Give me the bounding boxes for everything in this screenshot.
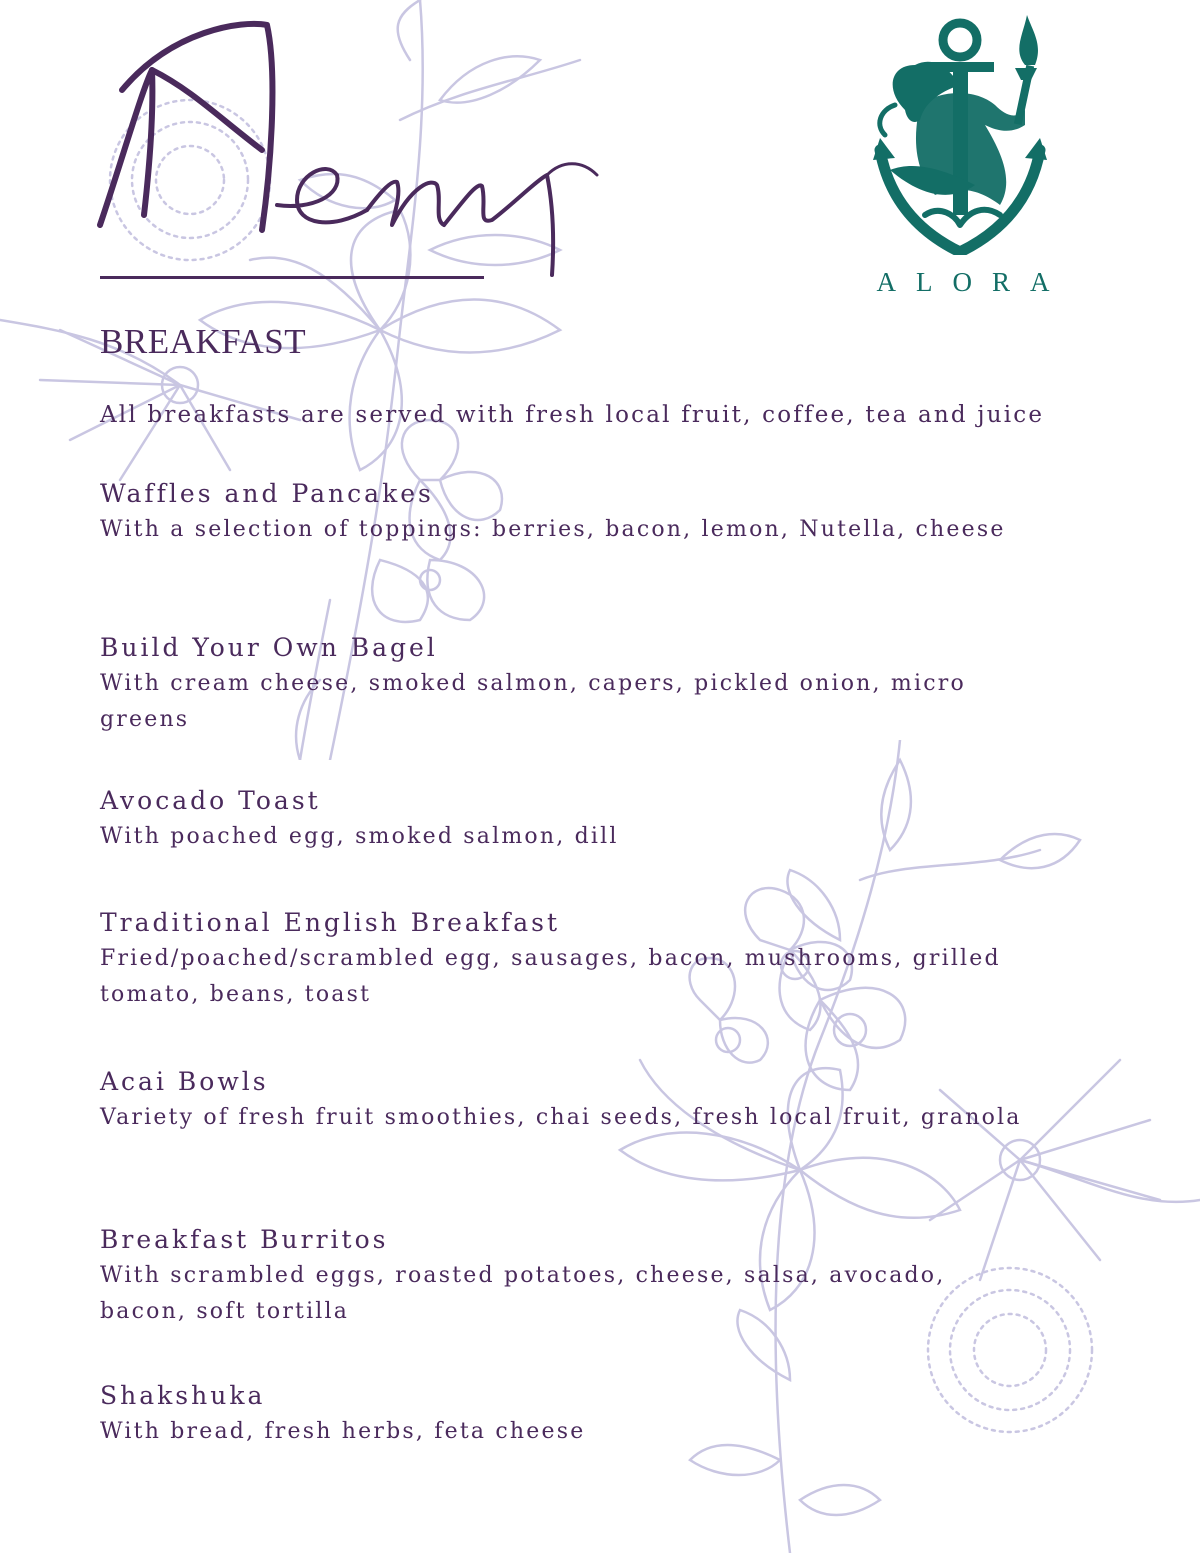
menu-item-description: With bread, fresh herbs, feta cheese	[100, 1419, 586, 1444]
menu-item	[100, 1064, 1100, 1136]
menu-item-description: With a selection of toppings: berries, bacon, lemon, Nutella, cheese	[100, 517, 1006, 542]
menu-item	[100, 905, 1100, 1013]
anchor-mermaid-logo-icon	[865, 10, 1065, 255]
menu-item-description: Fried/poached/scrambled egg, sausages, bacon, mushrooms, grilled tomato, beans, toast	[100, 946, 1001, 1007]
menu-item-description: With poached egg, smoked salmon, dill	[100, 824, 619, 849]
menu-item	[100, 783, 1100, 855]
menu-item-name: Traditional English Breakfast	[100, 908, 560, 937]
title-divider	[100, 276, 484, 279]
menu-script-title	[92, 10, 612, 280]
section-title: BREAKFAST	[100, 322, 307, 361]
menu-item-name: Breakfast Burritos	[100, 1225, 389, 1254]
brand-name: ALORA	[876, 267, 1070, 297]
menu-item	[100, 476, 1100, 548]
menu-item	[100, 1378, 1100, 1450]
menu-item-name: Shakshuka	[100, 1381, 266, 1410]
menu-item-description: With cream cheese, smoked salmon, capers, pickled onion, micro greens	[100, 671, 966, 732]
menu-item-description: Variety of fresh fruit smoothies, chai seeds, fresh local fruit, granola	[100, 1105, 1022, 1130]
brand-logo	[860, 10, 1070, 300]
menu-item-name: Build Your Own Bagel	[100, 633, 438, 662]
section-intro: All breakfasts are served with fresh local fruit, coffee, tea and juice	[100, 402, 1045, 428]
menu-item-name: Waffles and Pancakes	[100, 479, 434, 508]
menu-item-description: With scrambled eggs, roasted potatoes, cheese, salsa, avocado, bacon, soft tortilla	[100, 1263, 946, 1324]
menu-item-name: Avocado Toast	[100, 786, 321, 815]
menu-item-name: Acai Bowls	[100, 1067, 269, 1096]
menu-item	[100, 1222, 1100, 1330]
menu-item	[100, 630, 1100, 738]
